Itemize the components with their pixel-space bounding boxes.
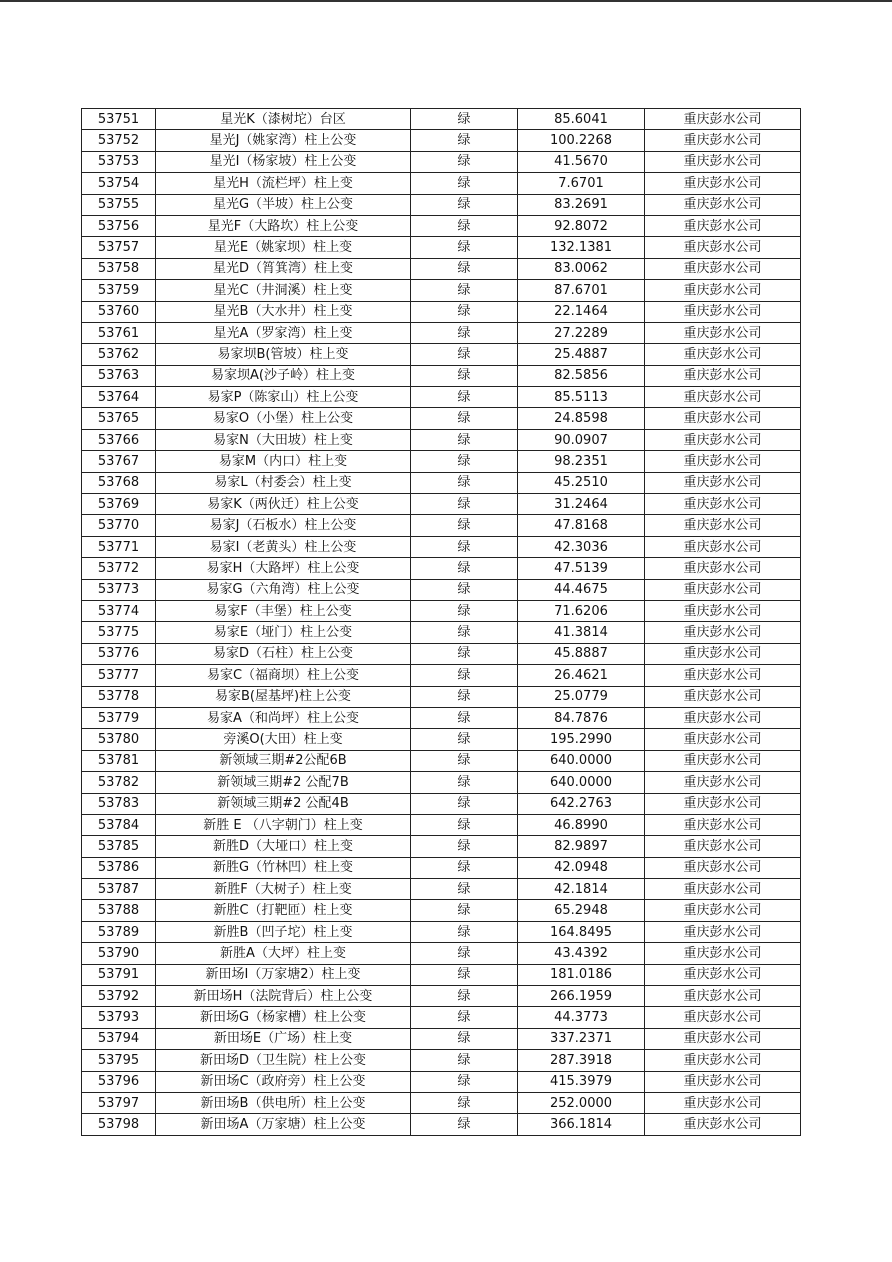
cell-company: 重庆彭水公司 xyxy=(645,772,801,793)
cell-value: 25.0779 xyxy=(518,686,645,707)
cell-name: 易家J（石板水）柱上公变 xyxy=(156,515,411,536)
cell-name: 新田场D（卫生院）柱上公变 xyxy=(156,1050,411,1071)
cell-id: 53755 xyxy=(82,194,156,215)
cell-id: 53790 xyxy=(82,943,156,964)
cell-company: 重庆彭水公司 xyxy=(645,686,801,707)
cell-value: 42.0948 xyxy=(518,857,645,878)
table-row xyxy=(82,515,801,536)
cell-company: 重庆彭水公司 xyxy=(645,1114,801,1135)
cell-name: 新田场B（供电所）柱上公变 xyxy=(156,1092,411,1113)
cell-id: 53796 xyxy=(82,1071,156,1092)
cell-type: 绿 xyxy=(411,258,518,279)
table-row xyxy=(82,986,801,1007)
table-row xyxy=(82,857,801,878)
cell-name: 星光C（井洞溪）柱上变 xyxy=(156,280,411,301)
cell-id: 53765 xyxy=(82,408,156,429)
cell-company: 重庆彭水公司 xyxy=(645,921,801,942)
cell-id: 53756 xyxy=(82,215,156,236)
cell-company: 重庆彭水公司 xyxy=(645,558,801,579)
cell-value: 71.6206 xyxy=(518,600,645,621)
cell-company: 重庆彭水公司 xyxy=(645,344,801,365)
cell-id: 53786 xyxy=(82,857,156,878)
cell-id: 53753 xyxy=(82,151,156,172)
cell-name: 星光B（大水井）柱上变 xyxy=(156,301,411,322)
table-row xyxy=(82,879,801,900)
table-row xyxy=(82,365,801,386)
cell-value: 287.3918 xyxy=(518,1050,645,1071)
table-row xyxy=(82,772,801,793)
cell-id: 53791 xyxy=(82,964,156,985)
cell-id: 53782 xyxy=(82,772,156,793)
cell-id: 53763 xyxy=(82,365,156,386)
cell-company: 重庆彭水公司 xyxy=(645,1007,801,1028)
cell-id: 53751 xyxy=(82,109,156,130)
cell-name: 易家I（老黄头）柱上公变 xyxy=(156,536,411,557)
cell-value: 31.2464 xyxy=(518,494,645,515)
cell-id: 53772 xyxy=(82,558,156,579)
cell-value: 87.6701 xyxy=(518,280,645,301)
cell-name: 旁溪O(大田）柱上变 xyxy=(156,729,411,750)
table-row xyxy=(82,921,801,942)
cell-company: 重庆彭水公司 xyxy=(645,280,801,301)
cell-id: 53785 xyxy=(82,836,156,857)
cell-type: 绿 xyxy=(411,173,518,194)
cell-company: 重庆彭水公司 xyxy=(645,130,801,151)
cell-type: 绿 xyxy=(411,215,518,236)
cell-value: 252.0000 xyxy=(518,1092,645,1113)
table-row xyxy=(82,707,801,728)
cell-company: 重庆彭水公司 xyxy=(645,1028,801,1049)
cell-value: 7.6701 xyxy=(518,173,645,194)
cell-type: 绿 xyxy=(411,322,518,343)
cell-type: 绿 xyxy=(411,194,518,215)
cell-company: 重庆彭水公司 xyxy=(645,814,801,835)
cell-name: 星光E（姚家坝）柱上变 xyxy=(156,237,411,258)
cell-type: 绿 xyxy=(411,622,518,643)
cell-value: 45.2510 xyxy=(518,472,645,493)
cell-type: 绿 xyxy=(411,130,518,151)
cell-id: 53764 xyxy=(82,387,156,408)
cell-type: 绿 xyxy=(411,793,518,814)
cell-value: 44.4675 xyxy=(518,579,645,600)
cell-value: 83.2691 xyxy=(518,194,645,215)
cell-name: 新田场H（法院背后）柱上公变 xyxy=(156,986,411,1007)
table-row xyxy=(82,964,801,985)
cell-type: 绿 xyxy=(411,1007,518,1028)
cell-name: 易家E（垭门）柱上公变 xyxy=(156,622,411,643)
table-row xyxy=(82,173,801,194)
cell-company: 重庆彭水公司 xyxy=(645,729,801,750)
cell-value: 85.6041 xyxy=(518,109,645,130)
cell-id: 53787 xyxy=(82,879,156,900)
cell-name: 新胜B（凹子坨）柱上变 xyxy=(156,921,411,942)
cell-company: 重庆彭水公司 xyxy=(645,964,801,985)
cell-name: 易家C（福商坝）柱上公变 xyxy=(156,665,411,686)
cell-value: 43.4392 xyxy=(518,943,645,964)
table-row xyxy=(82,643,801,664)
table-body xyxy=(82,109,801,1136)
cell-value: 84.7876 xyxy=(518,707,645,728)
cell-id: 53754 xyxy=(82,173,156,194)
cell-id: 53770 xyxy=(82,515,156,536)
cell-type: 绿 xyxy=(411,900,518,921)
table-row xyxy=(82,429,801,450)
cell-id: 53758 xyxy=(82,258,156,279)
cell-company: 重庆彭水公司 xyxy=(645,365,801,386)
cell-id: 53759 xyxy=(82,280,156,301)
cell-name: 易家O（小堡）柱上公变 xyxy=(156,408,411,429)
cell-value: 92.8072 xyxy=(518,215,645,236)
table-row xyxy=(82,558,801,579)
cell-name: 易家B(屋基坪)柱上公变 xyxy=(156,686,411,707)
cell-type: 绿 xyxy=(411,665,518,686)
cell-company: 重庆彭水公司 xyxy=(645,173,801,194)
cell-company: 重庆彭水公司 xyxy=(645,1050,801,1071)
cell-value: 181.0186 xyxy=(518,964,645,985)
table-row xyxy=(82,472,801,493)
cell-id: 53788 xyxy=(82,900,156,921)
cell-company: 重庆彭水公司 xyxy=(645,109,801,130)
table-row xyxy=(82,814,801,835)
cell-name: 新田场G（杨家槽）柱上公变 xyxy=(156,1007,411,1028)
cell-name: 易家G（六角湾）柱上公变 xyxy=(156,579,411,600)
cell-name: 易家H（大路坪）柱上公变 xyxy=(156,558,411,579)
table-row xyxy=(82,686,801,707)
cell-value: 132.1381 xyxy=(518,237,645,258)
cell-value: 65.2948 xyxy=(518,900,645,921)
cell-type: 绿 xyxy=(411,536,518,557)
cell-name: 易家A（和尚坪）柱上公变 xyxy=(156,707,411,728)
cell-value: 42.3036 xyxy=(518,536,645,557)
cell-id: 53773 xyxy=(82,579,156,600)
table-row xyxy=(82,1071,801,1092)
table-row xyxy=(82,943,801,964)
cell-type: 绿 xyxy=(411,472,518,493)
cell-company: 重庆彭水公司 xyxy=(645,707,801,728)
cell-type: 绿 xyxy=(411,579,518,600)
cell-type: 绿 xyxy=(411,600,518,621)
cell-value: 44.3773 xyxy=(518,1007,645,1028)
cell-type: 绿 xyxy=(411,558,518,579)
cell-value: 83.0062 xyxy=(518,258,645,279)
table-row xyxy=(82,1114,801,1135)
cell-value: 47.8168 xyxy=(518,515,645,536)
cell-id: 53780 xyxy=(82,729,156,750)
cell-name: 易家坝B(管坡）柱上变 xyxy=(156,344,411,365)
table-row xyxy=(82,109,801,130)
cell-type: 绿 xyxy=(411,344,518,365)
cell-type: 绿 xyxy=(411,1028,518,1049)
cell-type: 绿 xyxy=(411,515,518,536)
cell-type: 绿 xyxy=(411,836,518,857)
cell-id: 53766 xyxy=(82,429,156,450)
cell-name: 星光K（漆树坨）台区 xyxy=(156,109,411,130)
cell-company: 重庆彭水公司 xyxy=(645,215,801,236)
cell-name: 星光H（流栏坪）柱上变 xyxy=(156,173,411,194)
cell-type: 绿 xyxy=(411,857,518,878)
cell-value: 90.0907 xyxy=(518,429,645,450)
cell-company: 重庆彭水公司 xyxy=(645,579,801,600)
cell-company: 重庆彭水公司 xyxy=(645,494,801,515)
cell-value: 642.2763 xyxy=(518,793,645,814)
cell-type: 绿 xyxy=(411,280,518,301)
cell-value: 27.2289 xyxy=(518,322,645,343)
table-row xyxy=(82,215,801,236)
cell-type: 绿 xyxy=(411,151,518,172)
cell-company: 重庆彭水公司 xyxy=(645,322,801,343)
cell-type: 绿 xyxy=(411,1050,518,1071)
table-row xyxy=(82,1050,801,1071)
table-row xyxy=(82,237,801,258)
cell-id: 53779 xyxy=(82,707,156,728)
cell-company: 重庆彭水公司 xyxy=(645,536,801,557)
cell-company: 重庆彭水公司 xyxy=(645,429,801,450)
cell-value: 22.1464 xyxy=(518,301,645,322)
cell-type: 绿 xyxy=(411,451,518,472)
cell-name: 易家F（丰堡）柱上公变 xyxy=(156,600,411,621)
table-row xyxy=(82,344,801,365)
cell-id: 53789 xyxy=(82,921,156,942)
table-row xyxy=(82,900,801,921)
table-row xyxy=(82,536,801,557)
cell-company: 重庆彭水公司 xyxy=(645,301,801,322)
table-row xyxy=(82,494,801,515)
cell-value: 164.8495 xyxy=(518,921,645,942)
cell-company: 重庆彭水公司 xyxy=(645,943,801,964)
cell-name: 新胜F（大树子）柱上变 xyxy=(156,879,411,900)
cell-name: 新胜D（大垭口）柱上变 xyxy=(156,836,411,857)
cell-type: 绿 xyxy=(411,921,518,942)
table-row xyxy=(82,451,801,472)
cell-type: 绿 xyxy=(411,707,518,728)
cell-name: 星光I（杨家坡）柱上公变 xyxy=(156,151,411,172)
cell-name: 新田场C（政府旁）柱上公变 xyxy=(156,1071,411,1092)
cell-value: 100.2268 xyxy=(518,130,645,151)
cell-value: 25.4887 xyxy=(518,344,645,365)
cell-id: 53760 xyxy=(82,301,156,322)
cell-value: 46.8990 xyxy=(518,814,645,835)
cell-type: 绿 xyxy=(411,964,518,985)
cell-name: 新胜A（大坪）柱上变 xyxy=(156,943,411,964)
cell-value: 41.5670 xyxy=(518,151,645,172)
table-row xyxy=(82,622,801,643)
cell-name: 易家D（石柱）柱上公变 xyxy=(156,643,411,664)
cell-value: 195.2990 xyxy=(518,729,645,750)
table-row xyxy=(82,793,801,814)
cell-company: 重庆彭水公司 xyxy=(645,237,801,258)
cell-type: 绿 xyxy=(411,109,518,130)
cell-value: 24.8598 xyxy=(518,408,645,429)
cell-company: 重庆彭水公司 xyxy=(645,472,801,493)
cell-type: 绿 xyxy=(411,237,518,258)
cell-id: 53769 xyxy=(82,494,156,515)
table-row xyxy=(82,194,801,215)
cell-company: 重庆彭水公司 xyxy=(645,1071,801,1092)
cell-id: 53762 xyxy=(82,344,156,365)
cell-type: 绿 xyxy=(411,301,518,322)
table-row xyxy=(82,151,801,172)
cell-value: 45.8887 xyxy=(518,643,645,664)
table-row xyxy=(82,1007,801,1028)
cell-type: 绿 xyxy=(411,387,518,408)
cell-type: 绿 xyxy=(411,943,518,964)
cell-company: 重庆彭水公司 xyxy=(645,451,801,472)
cell-name: 新田场A（万家塘）柱上公变 xyxy=(156,1114,411,1135)
table-row xyxy=(82,408,801,429)
cell-company: 重庆彭水公司 xyxy=(645,750,801,771)
cell-type: 绿 xyxy=(411,494,518,515)
table-row xyxy=(82,322,801,343)
cell-name: 新胜 E （八字朝门）柱上变 xyxy=(156,814,411,835)
cell-name: 新领域三期#2 公配7B xyxy=(156,772,411,793)
cell-company: 重庆彭水公司 xyxy=(645,194,801,215)
cell-value: 47.5139 xyxy=(518,558,645,579)
table-row xyxy=(82,579,801,600)
cell-type: 绿 xyxy=(411,814,518,835)
cell-id: 53795 xyxy=(82,1050,156,1071)
cell-value: 41.3814 xyxy=(518,622,645,643)
cell-company: 重庆彭水公司 xyxy=(645,258,801,279)
cell-id: 53768 xyxy=(82,472,156,493)
table-row xyxy=(82,600,801,621)
cell-type: 绿 xyxy=(411,1071,518,1092)
cell-id: 53752 xyxy=(82,130,156,151)
cell-name: 易家K（两伙迁）柱上公变 xyxy=(156,494,411,515)
cell-id: 53775 xyxy=(82,622,156,643)
cell-name: 易家M（内口）柱上变 xyxy=(156,451,411,472)
cell-name: 新田场E（广场）柱上变 xyxy=(156,1028,411,1049)
cell-id: 53774 xyxy=(82,600,156,621)
cell-value: 82.5856 xyxy=(518,365,645,386)
cell-name: 新田场I（万家塘2）柱上变 xyxy=(156,964,411,985)
cell-id: 53767 xyxy=(82,451,156,472)
cell-company: 重庆彭水公司 xyxy=(645,836,801,857)
cell-value: 415.3979 xyxy=(518,1071,645,1092)
cell-name: 易家坝A(沙子岭）柱上变 xyxy=(156,365,411,386)
table-row xyxy=(82,301,801,322)
cell-type: 绿 xyxy=(411,729,518,750)
cell-name: 星光J（姚家湾）柱上公变 xyxy=(156,130,411,151)
cell-value: 640.0000 xyxy=(518,750,645,771)
cell-type: 绿 xyxy=(411,750,518,771)
cell-company: 重庆彭水公司 xyxy=(645,387,801,408)
cell-name: 新领域三期#2 公配4B xyxy=(156,793,411,814)
cell-company: 重庆彭水公司 xyxy=(645,408,801,429)
cell-company: 重庆彭水公司 xyxy=(645,622,801,643)
table-row xyxy=(82,280,801,301)
table-row xyxy=(82,1028,801,1049)
page-top-border xyxy=(0,0,892,2)
cell-id: 53783 xyxy=(82,793,156,814)
cell-value: 42.1814 xyxy=(518,879,645,900)
cell-type: 绿 xyxy=(411,1114,518,1135)
cell-name: 新胜G（竹林凹）柱上变 xyxy=(156,857,411,878)
table-row xyxy=(82,387,801,408)
cell-company: 重庆彭水公司 xyxy=(645,1092,801,1113)
cell-type: 绿 xyxy=(411,986,518,1007)
cell-id: 53781 xyxy=(82,750,156,771)
cell-company: 重庆彭水公司 xyxy=(645,793,801,814)
table-row xyxy=(82,750,801,771)
cell-id: 53797 xyxy=(82,1092,156,1113)
cell-id: 53761 xyxy=(82,322,156,343)
cell-value: 266.1959 xyxy=(518,986,645,1007)
data-table xyxy=(81,108,801,1136)
cell-id: 53777 xyxy=(82,665,156,686)
cell-id: 53792 xyxy=(82,986,156,1007)
cell-value: 82.9897 xyxy=(518,836,645,857)
cell-name: 易家P（陈家山）柱上公变 xyxy=(156,387,411,408)
cell-company: 重庆彭水公司 xyxy=(645,879,801,900)
cell-value: 26.4621 xyxy=(518,665,645,686)
cell-type: 绿 xyxy=(411,429,518,450)
cell-name: 星光D（筲箕湾）柱上变 xyxy=(156,258,411,279)
cell-name: 星光G（半坡）柱上公变 xyxy=(156,194,411,215)
cell-value: 366.1814 xyxy=(518,1114,645,1135)
cell-value: 98.2351 xyxy=(518,451,645,472)
cell-type: 绿 xyxy=(411,365,518,386)
table-row xyxy=(82,1092,801,1113)
cell-company: 重庆彭水公司 xyxy=(645,857,801,878)
cell-name: 新领域三期#2公配6B xyxy=(156,750,411,771)
cell-type: 绿 xyxy=(411,408,518,429)
table-row xyxy=(82,729,801,750)
cell-type: 绿 xyxy=(411,686,518,707)
cell-id: 53784 xyxy=(82,814,156,835)
cell-company: 重庆彭水公司 xyxy=(645,900,801,921)
cell-id: 53794 xyxy=(82,1028,156,1049)
cell-id: 53757 xyxy=(82,237,156,258)
cell-value: 85.5113 xyxy=(518,387,645,408)
cell-id: 53771 xyxy=(82,536,156,557)
cell-value: 337.2371 xyxy=(518,1028,645,1049)
cell-name: 易家N（大田坡）柱上变 xyxy=(156,429,411,450)
table-row xyxy=(82,130,801,151)
cell-id: 53776 xyxy=(82,643,156,664)
cell-name: 易家L（村委会）柱上变 xyxy=(156,472,411,493)
cell-type: 绿 xyxy=(411,1092,518,1113)
cell-company: 重庆彭水公司 xyxy=(645,643,801,664)
table-row xyxy=(82,665,801,686)
cell-company: 重庆彭水公司 xyxy=(645,515,801,536)
table-row xyxy=(82,258,801,279)
cell-id: 53793 xyxy=(82,1007,156,1028)
cell-type: 绿 xyxy=(411,772,518,793)
cell-type: 绿 xyxy=(411,643,518,664)
cell-company: 重庆彭水公司 xyxy=(645,600,801,621)
cell-id: 53798 xyxy=(82,1114,156,1135)
cell-company: 重庆彭水公司 xyxy=(645,151,801,172)
cell-name: 新胜C（打靶匝）柱上变 xyxy=(156,900,411,921)
cell-company: 重庆彭水公司 xyxy=(645,665,801,686)
cell-name: 星光A（罗家湾）柱上变 xyxy=(156,322,411,343)
cell-value: 640.0000 xyxy=(518,772,645,793)
table-row xyxy=(82,836,801,857)
cell-type: 绿 xyxy=(411,879,518,900)
cell-company: 重庆彭水公司 xyxy=(645,986,801,1007)
cell-name: 星光F（大路坎）柱上公变 xyxy=(156,215,411,236)
cell-id: 53778 xyxy=(82,686,156,707)
